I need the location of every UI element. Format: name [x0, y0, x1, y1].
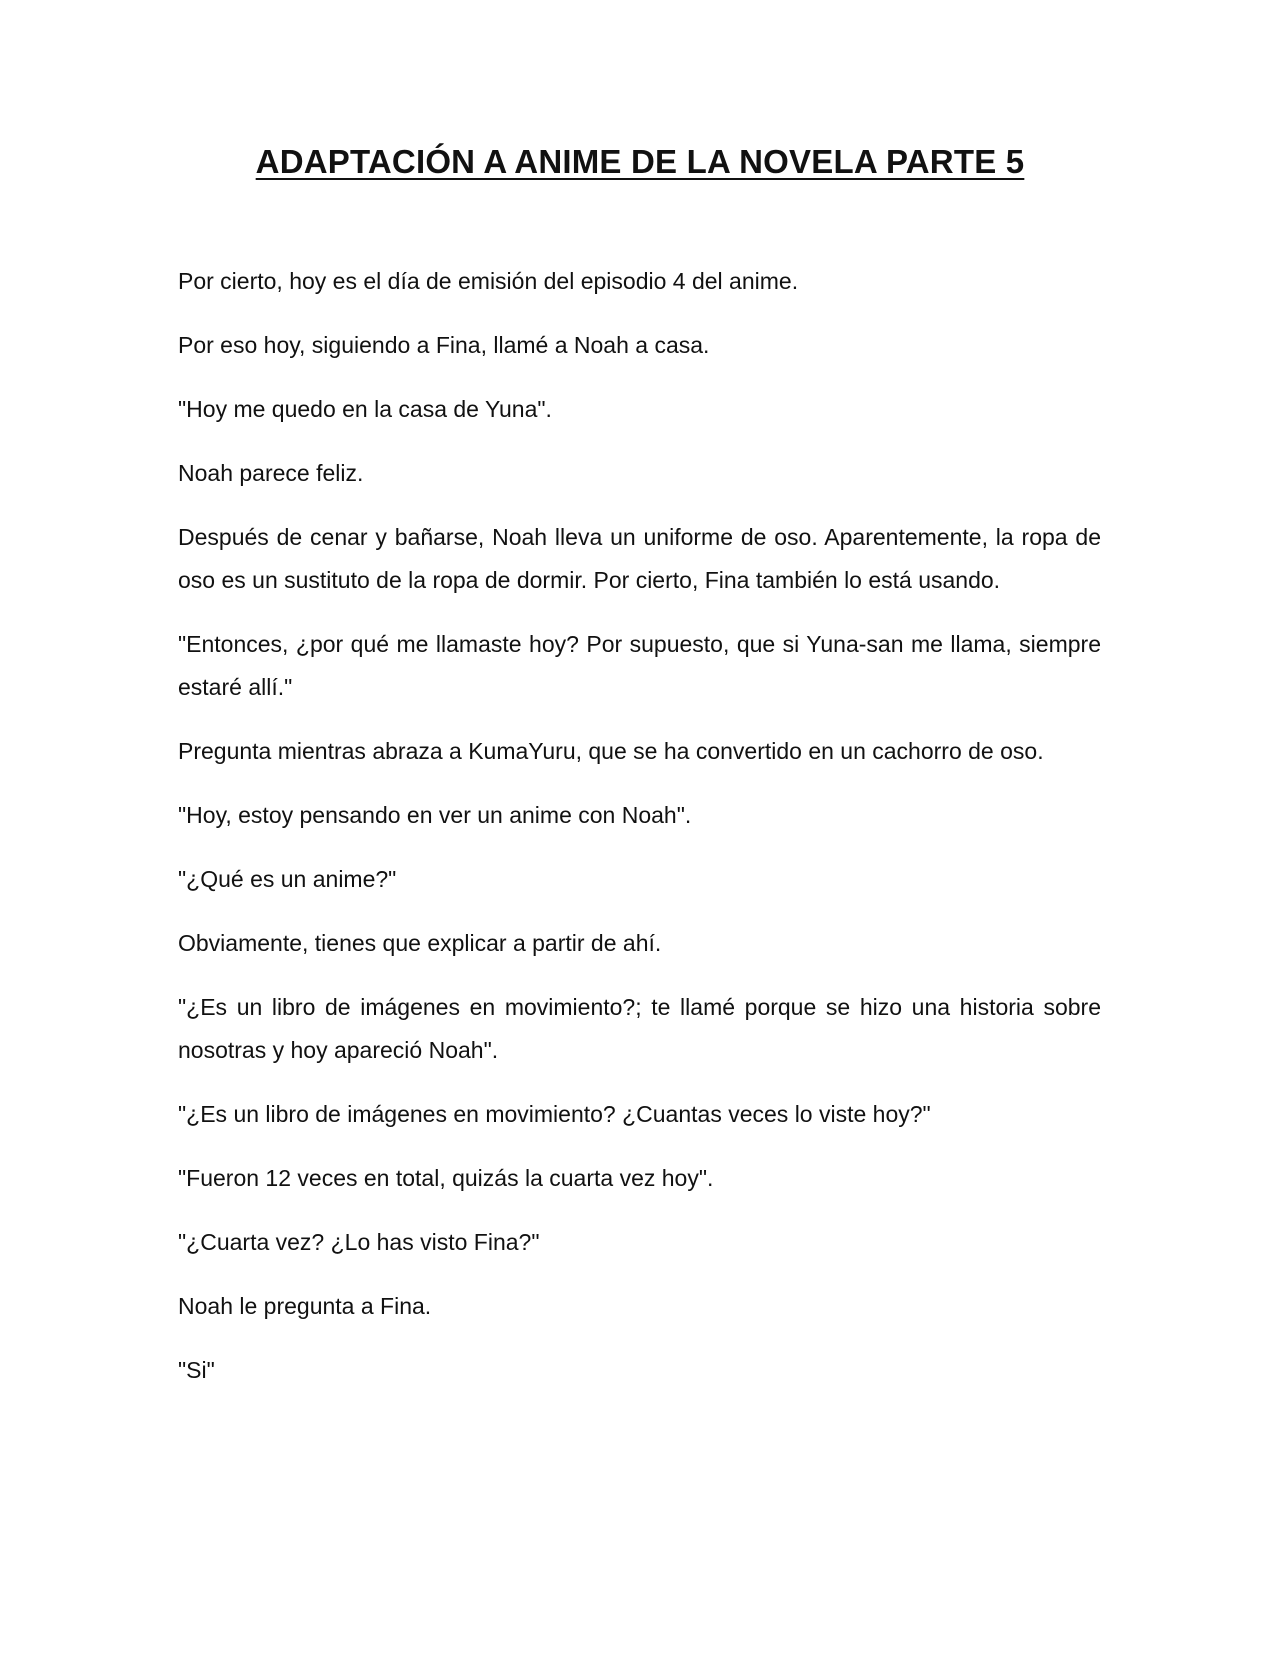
paragraph: "Hoy, estoy pensando en ver un anime con Noah". [178, 802, 692, 828]
page-title: ADAPTACIÓN A ANIME DE LA NOVELA PARTE 5 [255, 143, 1025, 180]
paragraph: Obviamente, tienes que explicar a partir de ahí. [178, 930, 662, 956]
paragraph: Después de cenar y bañarse, Noah lleva un uniforme de oso. Aparentemente, la ropa de oso es un sustituto de la ropa de dormir. Por cierto, Fina también lo está usando. [178, 524, 1101, 593]
paragraph: Noah le pregunta a Fina. [178, 1293, 432, 1319]
paragraph: "Entonces, ¿por qué me llamaste hoy? Por supuesto, que si Yuna-san me llama, siempre estaré allí." [178, 631, 1101, 700]
paragraph: "¿Cuarta vez? ¿Lo has visto Fina?" [178, 1229, 540, 1255]
paragraph: "Si" [178, 1357, 215, 1383]
paragraph: Noah parece feliz. [178, 460, 364, 486]
paragraph: Por eso hoy, siguiendo a Fina, llamé a Noah a casa. [178, 332, 710, 358]
paragraph: Pregunta mientras abraza a KumaYuru, que se ha convertido en un cachorro de oso. [178, 738, 1044, 764]
document-body [178, 260, 1101, 1413]
paragraph: "Hoy me quedo en la casa de Yuna". [178, 396, 552, 422]
paragraph: "¿Es un libro de imágenes en movimiento? ¿Cuantas veces lo viste hoy?" [178, 1101, 931, 1127]
paragraph: Por cierto, hoy es el día de emisión del episodio 4 del anime. [178, 268, 799, 294]
paragraph: "¿Qué es un anime?" [178, 866, 397, 892]
paragraph: "Fueron 12 veces en total, quizás la cuarta vez hoy". [178, 1165, 714, 1191]
paragraph: "¿Es un libro de imágenes en movimiento?; te llamé porque se hizo una historia sobre nosotras y hoy apareció Noah". [178, 994, 1101, 1063]
